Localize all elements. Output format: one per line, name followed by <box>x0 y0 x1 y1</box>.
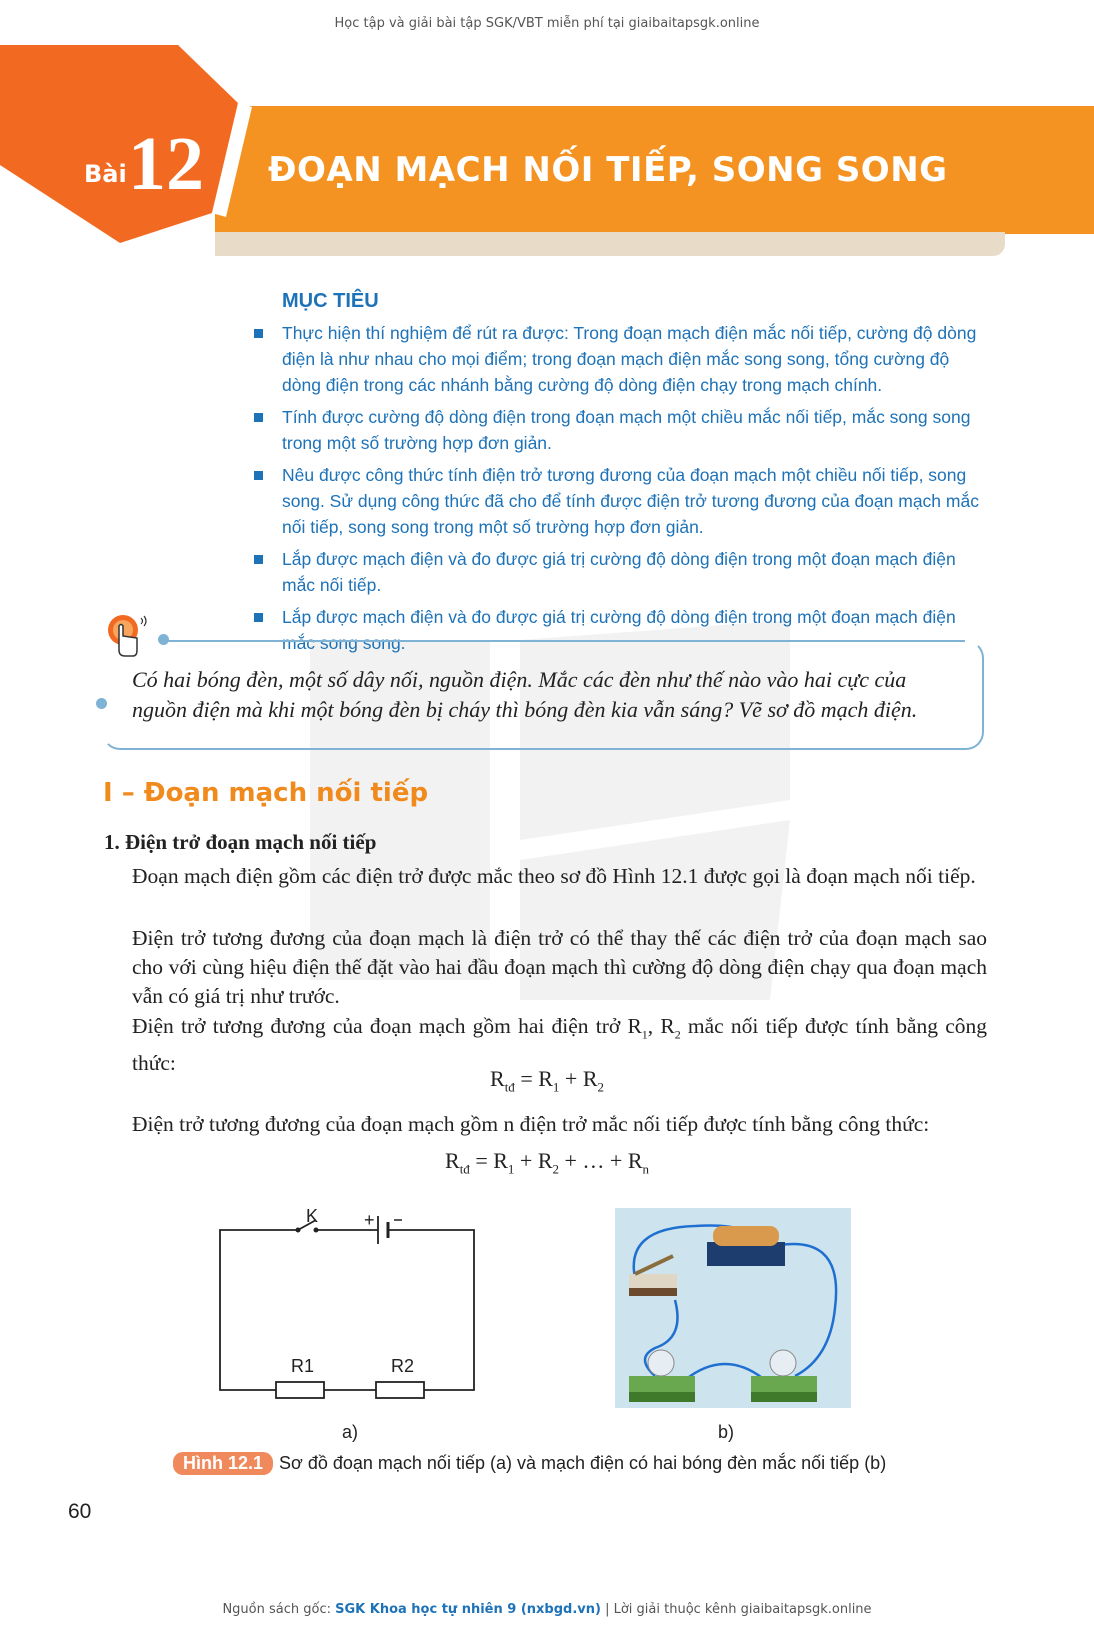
switch-label: K <box>306 1206 319 1226</box>
subsection-title: 1. Điện trở đoạn mạch nối tiếp <box>104 830 377 854</box>
lesson-number: 12 <box>128 122 204 206</box>
objective-text: Lắp được mạch điện và đo được giá trị cường độ dòng điện trong một đoạn mạch điện mắc song song. <box>282 607 956 653</box>
figure-caption <box>173 1452 973 1475</box>
plus-sign-label: + <box>364 1210 375 1230</box>
figure-caption-text: Sơ đồ đoạn mạch nối tiếp (a) và mạch điện có hai bóng đèn mắc nối tiếp (b) <box>279 1453 887 1473</box>
formula-n-resistors: $R_{tđ} = R_1 + R_2$ + … + $R_n$ <box>445 1148 649 1177</box>
question-box-top-line <box>165 640 965 642</box>
top-note: Học tập và giải bài tập SGK/VBT miễn phí tại giaibaitapsgk.online <box>334 16 760 31</box>
square-bullet-icon <box>254 613 263 622</box>
circuit-photo-illustration <box>615 1208 851 1408</box>
r2-label: R2 <box>391 1356 415 1376</box>
objectives-heading: MỤC TIÊU <box>282 290 379 312</box>
series-circuit-diagram <box>218 1198 490 1408</box>
objective-text: Thực hiện thí nghiệm để rút ra được: Trong đoạn mạch điện mắc nối tiếp, cường độ dòng điện là như nhau cho mọi điểm; trong đoạn mạch điện mắc song song, tổng cường độ dòng điện trong các nhánh bằng cường độ dòng điện chạy trong mạch chính. <box>282 323 977 395</box>
question-box-dot <box>96 698 107 709</box>
paragraph: Điện trở tương đương của đoạn mạch là điện trở có thể thay thế các điện trở của đoạn mạch sao cho với cùng hiệu điện thế đặt vào hai đầu đoạn mạch thì cường độ dòng điện chạy qua đoạn mạch vẫn có giá trị như trước. <box>132 926 987 1008</box>
objective-text: Lắp được mạch điện và đo được giá trị cường độ dòng điện trong một đoạn mạch điện mắc nối tiếp. <box>282 549 956 595</box>
objective-item <box>254 320 986 398</box>
page-number: 60 <box>68 1500 92 1523</box>
square-bullet-icon <box>254 555 263 564</box>
objective-text: Nêu được công thức tính điện trở tương đương của đoạn mạch một chiều nối tiếp, song song. Sử dụng công thức đã cho để tính được điện trở tương đương của đoạn mạch mắc nối tiếp, song song trong một số trường hợp đơn giản. <box>282 465 979 537</box>
paragraph: Điện trở tương đương của đoạn mạch gồm n điện trở mắc nối tiếp được tính bằng công thức: <box>132 1112 930 1136</box>
series-circuit-photo <box>615 1208 851 1408</box>
source-link[interactable]: SGK Khoa học tự nhiên 9 (nxbgd.vn) <box>335 1602 601 1617</box>
question-box-dot <box>158 634 169 645</box>
objective-text: Tính được cường độ dòng điện trong đoạn mạch một chiều mắc nối tiếp, mắc song song trong một số trường hợp đơn giản. <box>282 407 971 453</box>
lesson-label: Bài <box>84 160 127 188</box>
objective-item <box>254 546 986 598</box>
section-title: I – Đoạn mạch nối tiếp <box>103 778 429 808</box>
objectives-list <box>254 320 986 662</box>
pointing-hand-icon <box>105 612 147 660</box>
paragraph: Đoạn mạch điện gồm các điện trở được mắc theo sơ đồ Hình 12.1 được gọi là đoạn mạch nối tiếp. <box>132 864 976 888</box>
figure-b-label: b) <box>718 1422 735 1442</box>
bottom-note: Nguồn sách gốc: SGK Khoa học tự nhiên 9 (nxbgd.vn) | Lời giải thuộc kênh giaibaitapsgk.online <box>222 1602 872 1617</box>
figure-a-label: a) <box>342 1422 359 1442</box>
objective-item <box>254 462 986 540</box>
figure-caption-badge: Hình 12.1 <box>173 1452 273 1475</box>
formula-two-resistors: $R_{tđ} = R_1 + R_2$ <box>490 1066 604 1095</box>
lesson-title: ĐOẠN MẠCH NỐI TIẾP, SONG SONG <box>268 150 948 190</box>
square-bullet-icon <box>254 471 263 480</box>
square-bullet-icon <box>254 413 263 422</box>
title-banner-shadow <box>215 232 1005 256</box>
r1-label: R1 <box>291 1356 315 1376</box>
square-bullet-icon <box>254 329 263 338</box>
paragraph: Điện trở tương đương của đoạn mạch gồm hai điện trở $R_1$, $R_2$ mắc nối tiếp được tính bằng công thức: <box>132 1014 987 1076</box>
question-text: Có hai bóng đèn, một số dây nối, nguồn điện. Mắc các đèn như thế nào vào hai cực của nguồn điện mà khi một bóng đèn bị cháy thì bóng đèn kia vẫn sáng? Vẽ sơ đồ mạch điện. <box>132 667 918 722</box>
objective-item <box>254 404 986 456</box>
